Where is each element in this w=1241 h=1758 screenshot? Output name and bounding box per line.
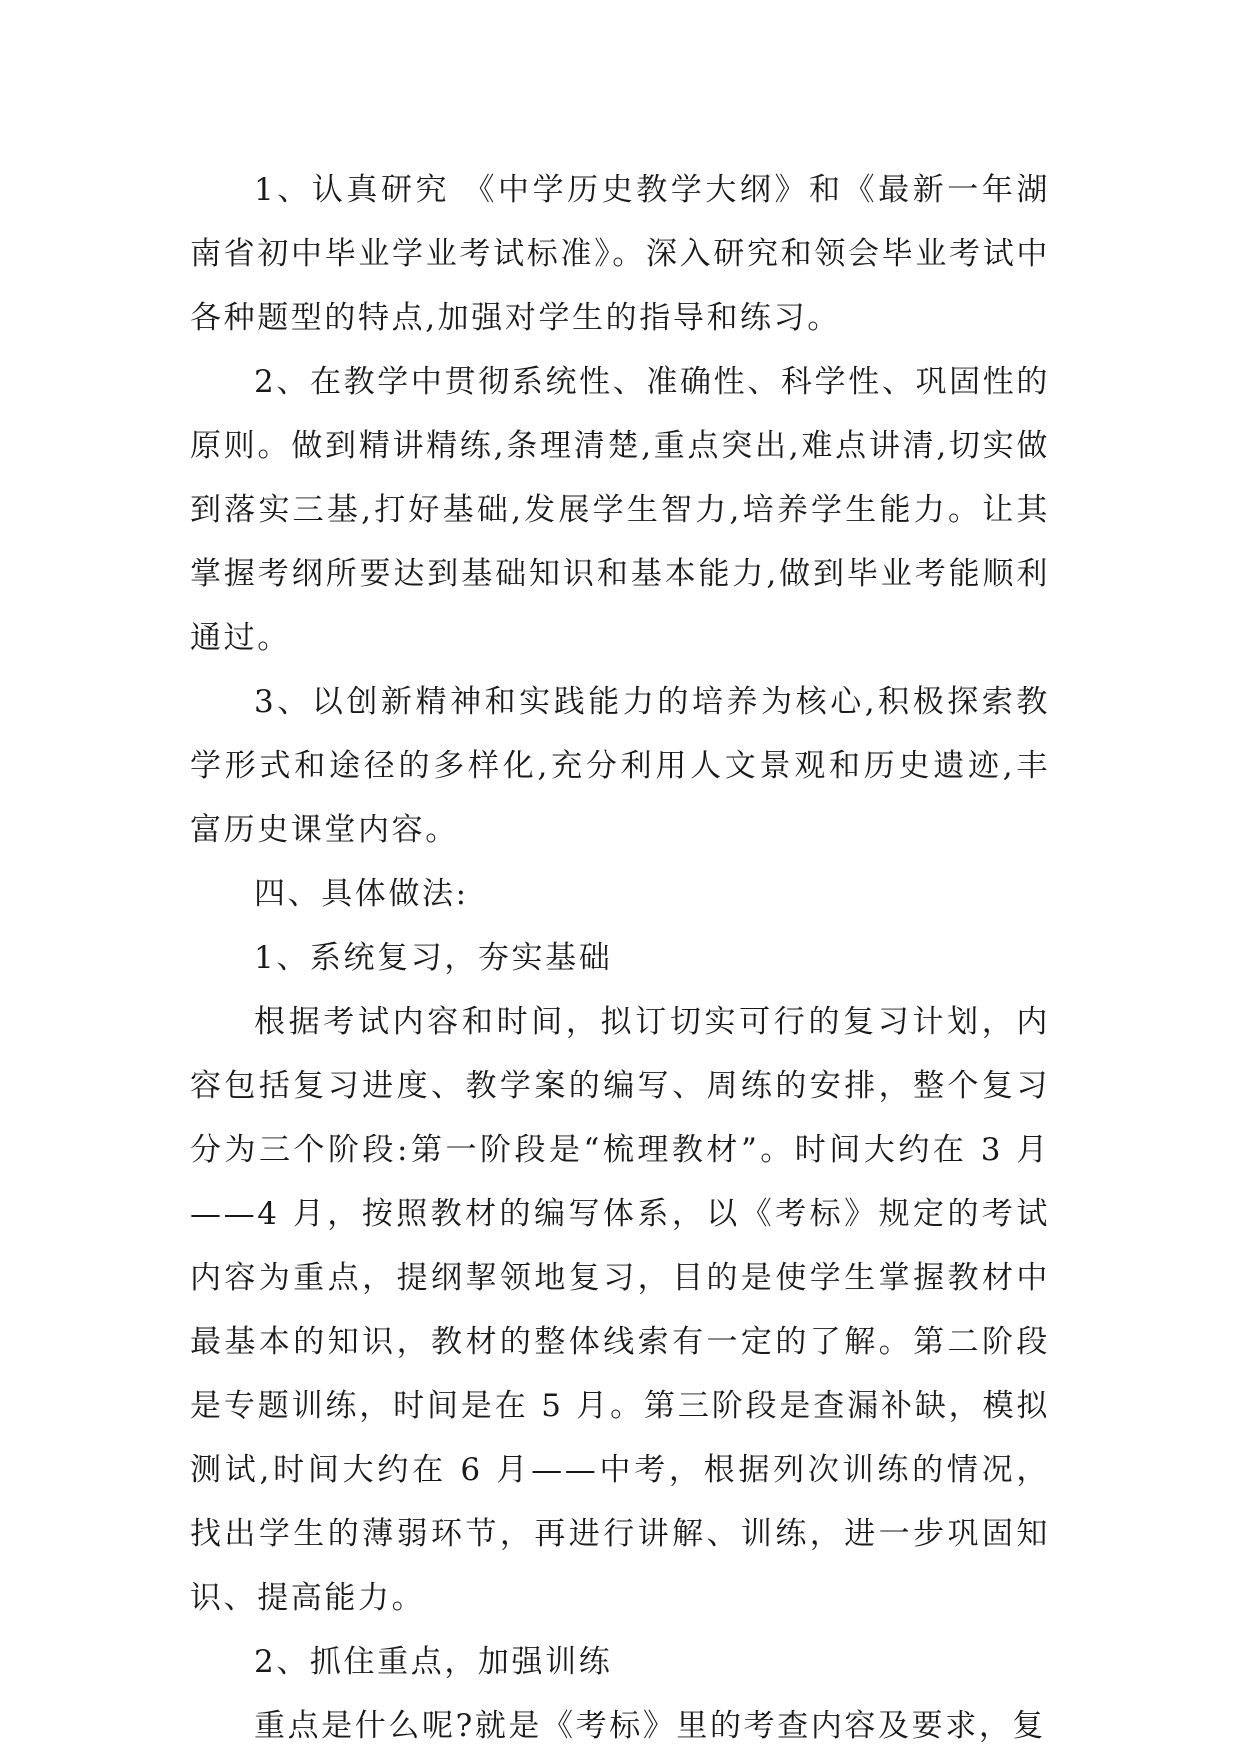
paragraph-2: 2、在教学中贯彻系统性、准确性、科学性、巩固性的原则。做到精讲精练,条理清楚,重点突出,难点讲清,切实做到落实三基,打好基础,发展学生智力,培养学生能力。让其掌握考纲所要达到基础知识和基本能力,做到毕业考能顺利通过。: [190, 364, 1050, 656]
paragraph-1: 1、认真研究 《中学历史教学大纲》和《最新一年湖南省初中毕业学业考试标准》。深入研究和领会毕业考试中各种题型的特点,加强对学生的指导和练习。: [190, 172, 1050, 336]
paragraph-3: 3、以创新精神和实践能力的培养为核心,积极探索教学形式和途径的多样化,充分利用人文景观和历史遗迹,丰富历史课堂内容。: [190, 684, 1050, 848]
subheading-focus-training: 2、抓住重点，加强训练: [254, 1644, 613, 1680]
paragraph-key-points: 重点是什么呢?就是《考标》里的考查内容及要求，复: [254, 1708, 1047, 1744]
paragraph-review-plan: 根据考试内容和时间，拟订切实可行的复习计划，内容包括复习进度、教学案的编写、周练的安排，整个复习分为三个阶段:第一阶段是“梳理教材”。时间大约在 3 月——4 月，按照教材的编写体系，以《考标》规定的考试内容为重点，提纲挈领地复习，目的是使学生掌握教材中最基本的知识，教材的整体线索有一定的了解。第二阶段是专题训练，时间是在 5 月。第三阶段是查漏补缺，模拟测试,时间大约在 6 月——中考，根据列次训练的情况，找出学生的薄弱环节，再进行讲解、训练，进一步巩固知识、提高能力。: [190, 1004, 1050, 1616]
document-body: [190, 158, 1050, 1758]
section-heading-specific-methods: 四、具体做法:: [254, 876, 469, 912]
subheading-systematic-review: 1、系统复习，夯实基础: [254, 940, 613, 976]
